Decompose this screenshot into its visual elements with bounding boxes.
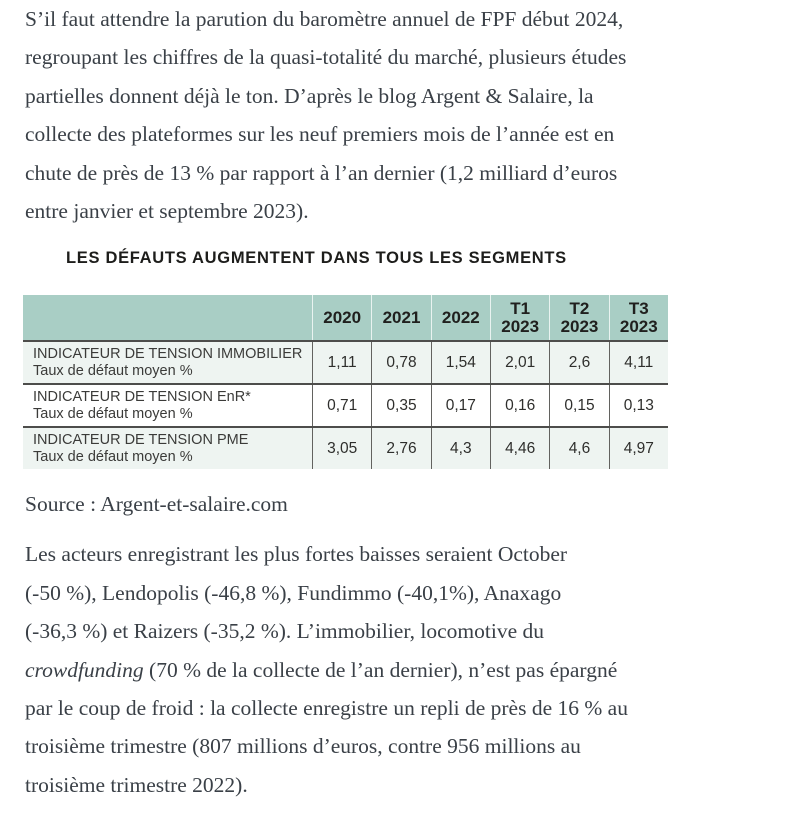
paragraph-line: (-50 %), Lendopolis (-46,8 %), Fundimmo (-40,1%), Anaxago xyxy=(25,580,562,605)
closing-paragraph xyxy=(25,535,782,804)
table-row-enr xyxy=(23,383,668,426)
table-title: LES DÉFAUTS AUGMENTENT DANS TOUS LES SEGMENTS xyxy=(66,249,567,268)
row-label: INDICATEUR DE TENSION IMMOBILIER xyxy=(33,346,303,363)
header-year-label: 2023 xyxy=(501,316,540,336)
row-sublabel: Taux de défaut moyen % xyxy=(33,448,193,465)
row-label-cell xyxy=(23,342,312,383)
header-quarter-label: T1 xyxy=(510,298,531,318)
paragraph-line-rest: (70 % de la collecte de l’an dernier), n’est pas épargné xyxy=(143,657,618,682)
row-sublabel: Taux de défaut moyen % xyxy=(33,405,193,422)
value-cell: 4,46 xyxy=(490,428,549,469)
value-cell: 3,05 xyxy=(312,428,371,469)
header-year-label: 2021 xyxy=(382,307,421,327)
value-cell: 1,11 xyxy=(312,342,371,383)
value-cell: 4,3 xyxy=(431,428,490,469)
paragraph-line: troisième trimestre 2022). xyxy=(25,772,248,797)
row-label: INDICATEUR DE TENSION EnR* xyxy=(33,389,251,406)
row-sublabel: Taux de défaut moyen % xyxy=(33,362,193,379)
header-cell-empty xyxy=(23,295,312,340)
value-cell: 0,35 xyxy=(371,385,430,426)
paragraph-line: regroupant les chiffres de la quasi-totalité du marché, plusieurs études xyxy=(25,45,627,70)
header-quarter-label: T3 xyxy=(628,298,649,318)
header-cell-2020 xyxy=(312,295,371,340)
value-cell: 4,97 xyxy=(609,428,668,469)
table-row-pme xyxy=(23,426,668,469)
value-cell: 1,54 xyxy=(431,342,490,383)
header-cell-2022 xyxy=(431,295,490,340)
paragraph-line: troisième trimestre (807 millions d’euros, contre 956 millions au xyxy=(25,734,581,759)
header-year-label: 2023 xyxy=(619,316,658,336)
header-cell-t2-2023 xyxy=(549,295,608,340)
value-cell: 0,78 xyxy=(371,342,430,383)
header-cell-2021 xyxy=(371,295,430,340)
value-cell: 2,01 xyxy=(490,342,549,383)
header-year-label: 2020 xyxy=(323,307,362,327)
paragraph-line: (-36,3 %) et Raizers (-35,2 %). L’immobilier, locomotive du xyxy=(25,619,544,644)
table-row-immobilier xyxy=(23,340,668,383)
value-cell: 0,15 xyxy=(549,385,608,426)
value-cell: 2,76 xyxy=(371,428,430,469)
row-label: INDICATEUR DE TENSION PME xyxy=(33,432,249,449)
header-quarter-label: T2 xyxy=(569,298,590,318)
value-cell: 0,17 xyxy=(431,385,490,426)
paragraph-line: chute de près de 13 % par rapport à l’an dernier (1,2 milliard d’euros xyxy=(25,160,618,185)
source-line: Source : Argent-et-salaire.com xyxy=(25,492,288,517)
value-cell: 2,6 xyxy=(549,342,608,383)
header-cell-t1-2023 xyxy=(490,295,549,340)
row-label-cell xyxy=(23,428,312,469)
paragraph-line: S’il faut attendre la parution du baromètre annuel de FPF début 2024, xyxy=(25,7,624,31)
header-year-label: 2022 xyxy=(441,307,480,327)
value-cell: 4,6 xyxy=(549,428,608,469)
paragraph-line: partielles donnent déjà le ton. D’après le blog Argent & Salaire, la xyxy=(25,83,594,108)
value-cell: 0,16 xyxy=(490,385,549,426)
paragraph-line: collecte des plateformes sur les neuf premiers mois de l’année est en xyxy=(25,122,615,147)
header-cell-t3-2023 xyxy=(609,295,668,340)
paragraph-line: entre janvier et septembre 2023). xyxy=(25,199,309,224)
crowdfunding-italic: crowdfunding xyxy=(25,657,144,682)
defaults-table xyxy=(23,295,668,469)
value-cell: 4,11 xyxy=(609,342,668,383)
header-year-label: 2023 xyxy=(560,316,599,336)
value-cell: 0,13 xyxy=(609,385,668,426)
table-header-row xyxy=(23,295,668,340)
paragraph-line: par le coup de froid : la collecte enregistre un repli de près de 16 % au xyxy=(25,696,628,721)
paragraph-line: Les acteurs enregistrant les plus fortes baisses seraient October xyxy=(25,542,568,567)
row-label-cell xyxy=(23,385,312,426)
paragraph-line-with-italic xyxy=(25,651,782,689)
value-cell: 0,71 xyxy=(312,385,371,426)
intro-paragraph xyxy=(25,0,782,230)
